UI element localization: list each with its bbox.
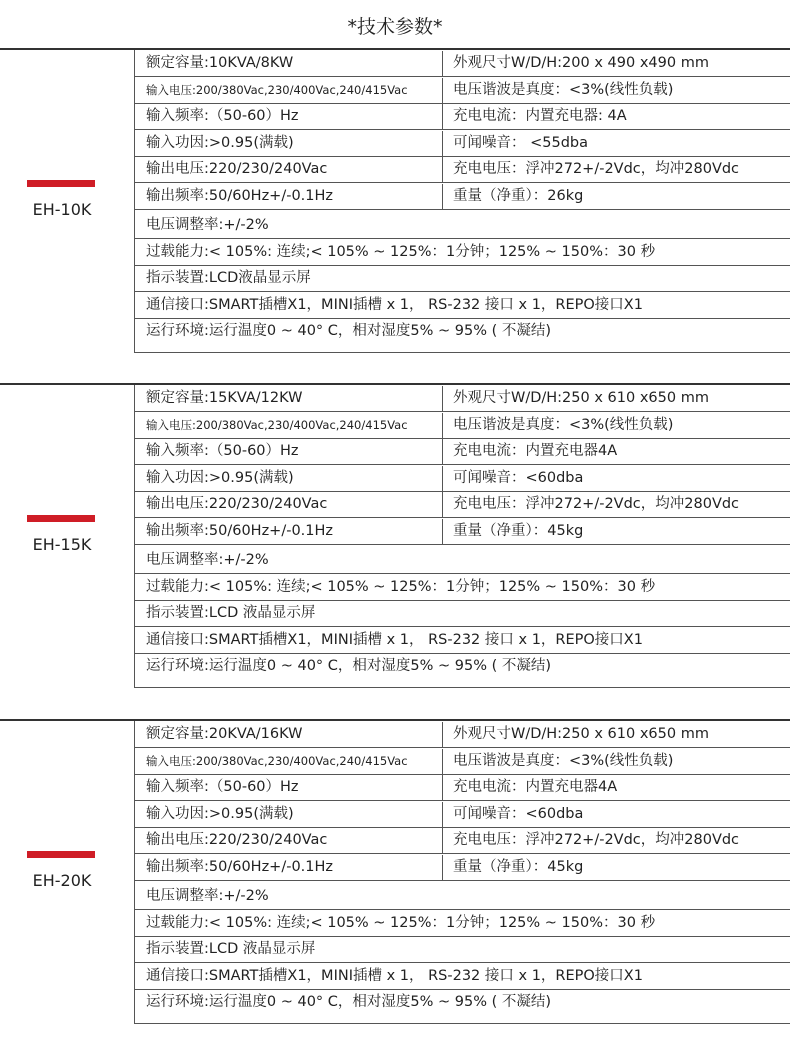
column-divider: [442, 131, 443, 156]
spec-cell-right: 充电电流：内置充电器4A: [453, 443, 618, 459]
column-divider: [442, 492, 443, 517]
spec-cell-left: 输入频率:（50-60）Hz: [146, 443, 299, 459]
spec-row: [135, 654, 790, 680]
spec-cell-full: 运行环境:运行温度0 ~ 40° C，相对湿度5% ~ 95% ( 不凝结): [146, 994, 552, 1010]
spec-cell-left: 额定容量:20KVA/16KW: [146, 726, 303, 742]
spec-row: [135, 184, 790, 210]
spec-row: [135, 51, 790, 77]
column-divider: [442, 828, 443, 853]
spec-cell-full: 运行环境:运行温度0 ~ 40° C，相对湿度5% ~ 95% ( 不凝结): [146, 323, 552, 339]
spec-cell-right: 电压谐波是真度：<3%(线性负载): [453, 752, 674, 769]
spec-cell-left: 输出电压:220/230/240Vac: [146, 496, 328, 512]
spec-row: [135, 492, 790, 518]
spec-cell-left: 输出频率:50/60Hz+/-0.1Hz: [146, 187, 334, 204]
spec-cell-left: 输入电压:200/380Vac,230/400Vac,240/415Vac: [146, 82, 408, 97]
spec-cell-full: 电压调整率:+/-2%: [146, 217, 269, 233]
spec-cell-full: 电压调整率:+/-2%: [146, 888, 269, 904]
spec-cell-full: 通信接口:SMART插槽X1，MINI插槽 x 1， RS-232 接口 x 1，REPO接口X1: [146, 631, 643, 648]
spec-cell-left: 输入功因:>0.95(满载): [146, 805, 294, 822]
spec-cell-full: 运行环境:运行温度0 ~ 40° C，相对湿度5% ~ 95% ( 不凝结): [146, 658, 552, 674]
spec-row: [135, 293, 790, 319]
spec-row: [135, 548, 790, 574]
spec-cell-left: 额定容量:10KVA/8KW: [146, 55, 294, 71]
spec-cell-left: 输出频率:50/60Hz+/-0.1Hz: [146, 522, 334, 539]
column-divider: [442, 386, 443, 411]
spec-row: [135, 722, 790, 748]
column-divider: [442, 519, 443, 544]
spec-row: [135, 990, 790, 1016]
spec-cell-right: 电压谐波是真度：<3%(线性负载): [453, 81, 674, 98]
spec-cell-full: 过载能力:< 105%: 连续;< 105% ~ 125%：1分钟；125% ~ 150%：30 秒: [146, 243, 656, 260]
spec-table-eh-15k: [0, 383, 790, 688]
spec-row: [135, 519, 790, 545]
spec-cell-right: 外观尺寸W/D/H:250 x 610 x650 mm: [453, 726, 709, 742]
spec-cell-right: 充电电压：浮冲272+/-2Vdc，均冲280Vdc: [453, 496, 740, 512]
spec-cell-full: 通信接口:SMART插槽X1，MINI插槽 x 1， RS-232 接口 x 1，REPO接口X1: [146, 296, 643, 313]
spec-cell-right: 重量（净重）：45kg: [453, 858, 584, 875]
spec-cell-right: 充电电流：内置充电器: 4A: [453, 108, 627, 124]
spec-cell-left: 输入频率:（50-60）Hz: [146, 779, 299, 795]
model-name: EH-10K: [32, 200, 92, 219]
spec-row: [135, 131, 790, 157]
spec-cell-full: 过载能力:< 105%: 连续;< 105% ~ 125%：1分钟；125% ~ 150%：30 秒: [146, 578, 656, 595]
spec-row: [135, 937, 790, 963]
spec-cell-left: 输出电压:220/230/240Vac: [146, 832, 328, 848]
spec-cell-right: 重量（净重）：45kg: [453, 522, 584, 539]
spec-row: [135, 240, 790, 266]
red-accent-bar: [27, 515, 95, 522]
spec-row: [135, 157, 790, 183]
spec-cell-right: 充电电压：浮冲272+/-2Vdc，均冲280Vdc: [453, 832, 740, 848]
table-bottom-border: [134, 687, 790, 688]
column-divider: [442, 802, 443, 827]
spec-cell-right: 外观尺寸W/D/H:200 x 490 x490 mm: [453, 55, 709, 71]
spec-cell-left: 输入功因:>0.95(满载): [146, 469, 294, 486]
spec-row: [135, 386, 790, 412]
spec-row: [135, 104, 790, 130]
spec-table-eh-10k: [0, 48, 790, 353]
column-divider: [442, 439, 443, 464]
spec-row: [135, 601, 790, 627]
column-divider: [442, 466, 443, 491]
spec-cell-full: 指示装置:LCD 液晶显示屏: [146, 941, 316, 957]
spec-cell-right: 电压谐波是真度：<3%(线性负载): [453, 416, 674, 433]
spec-table-eh-20k: [0, 719, 790, 1024]
spec-row: [135, 466, 790, 492]
spec-row: [135, 855, 790, 881]
spec-cell-left: 输入功因:>0.95(满载): [146, 134, 294, 151]
spec-cell-full: 指示装置:LCD 液晶显示屏: [146, 605, 316, 621]
column-divider: [442, 722, 443, 747]
model-name: EH-20K: [32, 871, 92, 890]
spec-row: [135, 266, 790, 292]
red-accent-bar: [27, 851, 95, 858]
spec-cell-right: 可闻噪音：<60dba: [453, 805, 584, 822]
table-bottom-border: [134, 1023, 790, 1024]
spec-cell-right: 可闻噪音： <55dba: [453, 134, 589, 151]
spec-row: [135, 628, 790, 654]
column-divider: [442, 184, 443, 209]
spec-cell-right: 重量（净重）：26kg: [453, 187, 584, 204]
spec-row: [135, 78, 790, 104]
column-divider: [442, 104, 443, 129]
spec-row: [135, 413, 790, 439]
spec-cell-left: 输入电压:200/380Vac,230/400Vac,240/415Vac: [146, 753, 408, 768]
page-title: *技术参数*: [347, 16, 443, 38]
spec-cell-left: 输出电压:220/230/240Vac: [146, 161, 328, 177]
spec-cell-right: 充电电流：内置充电器4A: [453, 779, 618, 795]
model-cell: [0, 50, 135, 352]
column-divider: [442, 157, 443, 182]
column-divider: [442, 855, 443, 880]
spec-cell-full: 电压调整率:+/-2%: [146, 552, 269, 568]
spec-cell-right: 充电电压：浮冲272+/-2Vdc，均冲280Vdc: [453, 161, 740, 177]
column-divider: [442, 413, 443, 438]
column-divider: [442, 749, 443, 774]
spec-cell-left: 输入电压:200/380Vac,230/400Vac,240/415Vac: [146, 417, 408, 432]
model-name: EH-15K: [32, 535, 92, 554]
spec-cell-left: 输出频率:50/60Hz+/-0.1Hz: [146, 858, 334, 875]
spec-cell-right: 外观尺寸W/D/H:250 x 610 x650 mm: [453, 390, 709, 406]
spec-cell-left: 额定容量:15KVA/12KW: [146, 390, 303, 406]
column-divider: [442, 78, 443, 103]
spec-cell-full: 指示装置:LCD液晶显示屏: [146, 270, 311, 286]
table-bottom-border: [134, 352, 790, 353]
spec-row: [135, 964, 790, 990]
spec-cell-full: 通信接口:SMART插槽X1，MINI插槽 x 1， RS-232 接口 x 1，REPO接口X1: [146, 967, 643, 984]
spec-row: [135, 802, 790, 828]
column-divider: [442, 51, 443, 76]
spec-row: [135, 439, 790, 465]
spec-cell-right: 可闻噪音：<60dba: [453, 469, 584, 486]
column-divider: [442, 775, 443, 800]
spec-row: [135, 775, 790, 801]
spec-row: [135, 575, 790, 601]
spec-row: [135, 319, 790, 345]
spec-row: [135, 828, 790, 854]
spec-row: [135, 749, 790, 775]
model-cell: [0, 721, 135, 1023]
spec-row: [135, 213, 790, 239]
model-cell: [0, 385, 135, 687]
spec-row: [135, 884, 790, 910]
red-accent-bar: [27, 180, 95, 187]
spec-cell-full: 过载能力:< 105%: 连续;< 105% ~ 125%：1分钟；125% ~ 150%：30 秒: [146, 914, 656, 931]
spec-row: [135, 911, 790, 937]
spec-cell-left: 输入频率:（50-60）Hz: [146, 108, 299, 124]
